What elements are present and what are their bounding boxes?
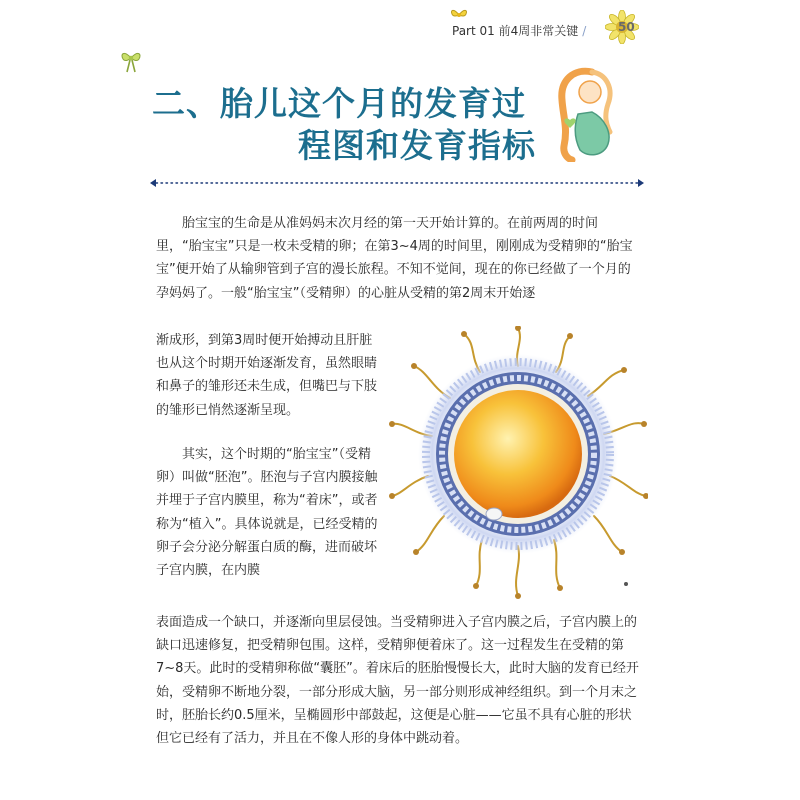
section-title-line-2: 程图和发育指标: [298, 126, 536, 165]
header-part: Part 01 前4周非常关键: [452, 24, 579, 38]
paragraph-3: 其实，这个时期的“胎宝宝”（受精卵）叫做“胚泡”。胚泡与子宫内膜接触并埋于子宫内膜里，称为“着床”，或者称为“植入”。具体说就是，已经受精的卵子会分泌分解蛋白质的酶，进而破坏子宫内膜，在内膜: [156, 447, 378, 579]
bow-icon: [118, 40, 144, 76]
page-number: 50: [618, 20, 635, 34]
paragraph-2: 渐成形，到第3周时便开始搏动且肝脏也从这个时期开始逐渐发育，虽然眼睛和鼻子的雏形还未生成，但嘴巴与下肢的雏形已悄然逐渐呈现。: [156, 333, 378, 418]
running-header: [452, 22, 586, 39]
pregnant-mother-icon: [552, 66, 618, 162]
section-title-line-1: 二、胎儿这个月的发育过: [152, 84, 526, 123]
embryo-illustration: [388, 326, 648, 606]
paragraph-4: 表面造成一个缺口，并逐渐向里层侵蚀。当受精卵进入子宫内膜之后，子宫内膜上的缺口迅速修复，把受精卵包围。这样，受精卵便着床了。这一过程发生在受精的第7~8天。此时的受精卵称做“囊胚”。着床后的胚胎慢慢长大，此时大脑的发育已经开始，受精卵不断地分裂，一部分形成大脑，另一部分则形成神经组织。到一个月末之时，胚胎长约0.5厘米，呈椭圆形中部鼓起，这便是心脏——它虽不具有心脏的形状但它已经有了活力，并且在不像人形的身体中跳动着。: [156, 615, 639, 747]
header-separator: /: [582, 24, 587, 38]
section-divider: [150, 176, 644, 190]
paragraph-1: 胎宝宝的生命是从准妈妈末次月经的第一天开始计算的。在前两周的时间里，“胎宝宝”只是一枚未受精的卵；在第3~4周的时间里，刚刚成为受精卵的“胎宝宝”便开始了从输卵管到子宫的漫长旅程。不知不觉间，现在的你已经做了一个月的孕妈妈了。一般“胎宝宝”（受精卵）的心脏从受精的第2周末开始逐: [156, 216, 633, 301]
